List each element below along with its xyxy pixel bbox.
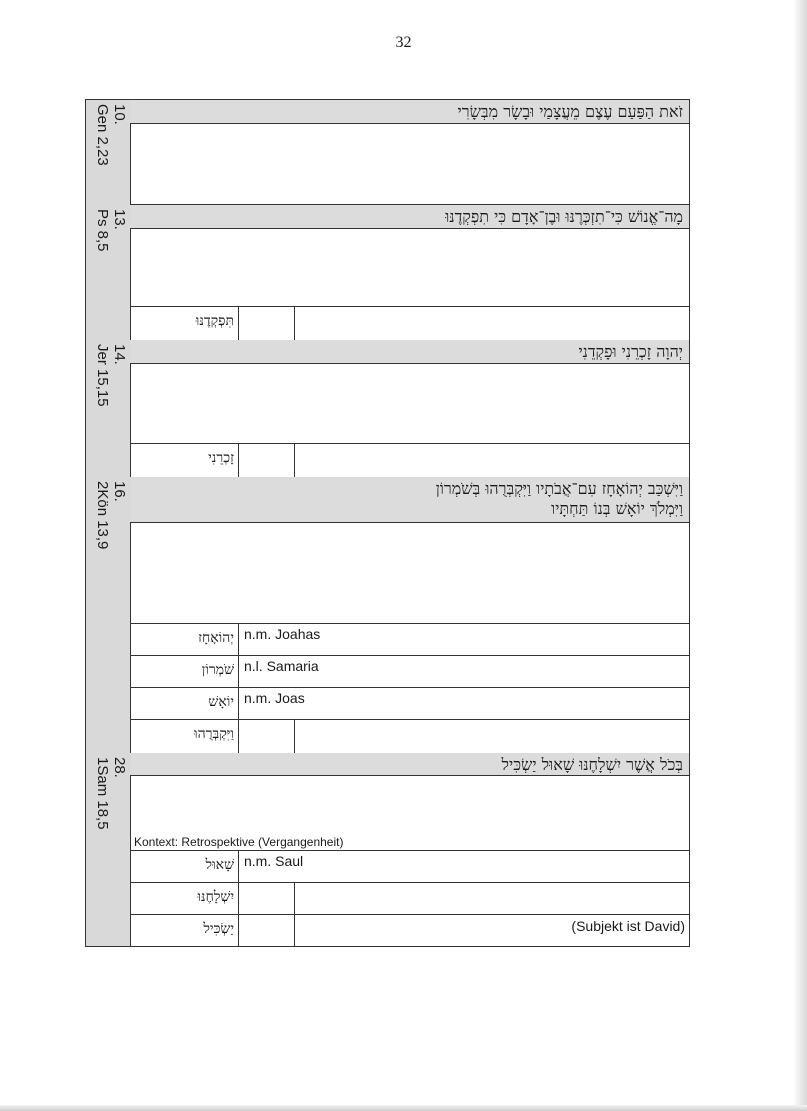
hebrew-line: בְּכֹל אֲשֶׁר יִשְׁלָחֶנּוּ שָׁאוּל יַשְׂכִּיל bbox=[501, 755, 683, 774]
vocab-parse-cell[interactable] bbox=[240, 883, 295, 914]
vocab-row bbox=[130, 307, 689, 340]
entry-reference-cell bbox=[86, 753, 131, 946]
entry-number: 16. bbox=[111, 481, 128, 502]
translation-area[interactable] bbox=[130, 776, 689, 851]
vocab-note-cell[interactable] bbox=[295, 307, 689, 340]
vocab-parse-cell[interactable] bbox=[240, 720, 295, 753]
vocab-note-cell[interactable]: (Subjekt ist David) bbox=[571, 918, 685, 934]
entry-2kon-13-9 bbox=[86, 477, 689, 753]
entry-reference: Jer 15,15 bbox=[94, 344, 111, 407]
hebrew-line: וַיִּשְׁכַּב יְהוֹאָחָז עִם־אֲבֹתָיו וַיִּקְבְּרֻהוּ בְּשֹׁמְרוֹן bbox=[435, 479, 683, 498]
vocab-row bbox=[130, 656, 689, 688]
entry-number: 28. bbox=[111, 757, 128, 778]
exercise-table bbox=[85, 99, 690, 947]
vocab-row bbox=[130, 915, 689, 946]
entry-reference-cell bbox=[86, 100, 131, 205]
vocab-word: יִשְׁלָחֶנּוּ bbox=[130, 883, 239, 914]
hebrew-line: וַיִּמְלֹךְ יוֹאָשׁ בְּנוֹ תַּחְתָּיו bbox=[551, 499, 683, 518]
hebrew-line: יְהוָה זָכְרֵנִי וּפָקְדֵנִי bbox=[578, 342, 683, 361]
entry-number: 10. bbox=[111, 104, 128, 125]
vocab-gloss: n.m. Joas bbox=[244, 690, 305, 706]
vocab-word: שָׁאוּל bbox=[130, 851, 239, 882]
vocab-word: זָכְרֵנִי bbox=[130, 444, 239, 477]
entry-1sam-18-5 bbox=[86, 753, 689, 946]
translation-area[interactable] bbox=[130, 229, 689, 307]
hebrew-verse bbox=[130, 205, 689, 229]
hebrew-verse bbox=[130, 340, 689, 364]
entry-reference: 2Kön 13,9 bbox=[94, 481, 111, 550]
page-edge bbox=[793, 0, 807, 1111]
entry-jer-15-15 bbox=[86, 340, 689, 477]
vocab-note-cell[interactable] bbox=[295, 444, 689, 477]
translation-area[interactable] bbox=[130, 364, 689, 444]
hebrew-verse bbox=[130, 477, 689, 523]
entry-reference-cell bbox=[86, 205, 131, 340]
vocab-gloss: n.m. Saul bbox=[244, 853, 304, 869]
entry-number: 14. bbox=[111, 344, 128, 365]
vocab-word: יַשְׂכִּיל bbox=[130, 915, 239, 946]
vocab-parse-cell[interactable] bbox=[240, 444, 295, 477]
vocab-row bbox=[130, 688, 689, 720]
vocab-row bbox=[130, 883, 689, 915]
translation-area[interactable] bbox=[130, 124, 689, 205]
entry-reference: Gen 2,23 bbox=[94, 104, 111, 166]
vocab-word: יְהוֹאָחָז bbox=[130, 624, 239, 655]
page-number: 32 bbox=[395, 34, 412, 51]
vocab-parse-cell[interactable] bbox=[240, 307, 295, 340]
page-shadow bbox=[0, 1105, 807, 1111]
vocab-word: תִּפְקְדֶנּוּ bbox=[130, 307, 239, 340]
entry-reference: 1Sam 18,5 bbox=[94, 757, 111, 830]
vocab-word: וַיִּקְבְּרֻהוּ bbox=[130, 720, 239, 753]
vocab-word: יוֹאָשׁ bbox=[130, 688, 239, 719]
context-note: Kontext: Retrospektive (Vergangenheit) bbox=[134, 835, 344, 849]
hebrew-verse bbox=[130, 753, 689, 776]
vocab-row bbox=[130, 720, 689, 753]
hebrew-line: מָה־אֱנוֹשׁ כִּי־תִזְכְּרֶנּוּ וּבֶן־אָדָם כִּי תִפְקְדֶנּוּ bbox=[445, 207, 683, 226]
hebrew-verse bbox=[130, 100, 689, 124]
vocab-row bbox=[130, 624, 689, 656]
entry-number: 13. bbox=[111, 209, 128, 230]
vocab-note-cell[interactable] bbox=[295, 720, 689, 753]
entry-gen-2-23 bbox=[86, 100, 689, 205]
vocab-parse-cell[interactable] bbox=[240, 915, 295, 946]
vocab-row bbox=[130, 851, 689, 883]
translation-area[interactable] bbox=[130, 523, 689, 624]
vocab-row bbox=[130, 444, 689, 477]
entry-reference-cell bbox=[86, 477, 131, 753]
vocab-note-cell[interactable] bbox=[295, 883, 689, 914]
vocab-gloss: n.l. Samaria bbox=[244, 658, 319, 674]
entry-ps-8-5 bbox=[86, 205, 689, 340]
entry-reference-cell bbox=[86, 340, 131, 477]
vocab-gloss: n.m. Joahas bbox=[244, 626, 321, 642]
vocab-word: שֹׁמְרוֹן bbox=[130, 656, 239, 687]
hebrew-line: זֹאת הַפַּעַם עֶצֶם מֵעֲצָמַי וּבָשָׂר מִבְּשָׂרִי bbox=[457, 102, 683, 121]
entry-reference: Ps 8,5 bbox=[94, 209, 111, 252]
